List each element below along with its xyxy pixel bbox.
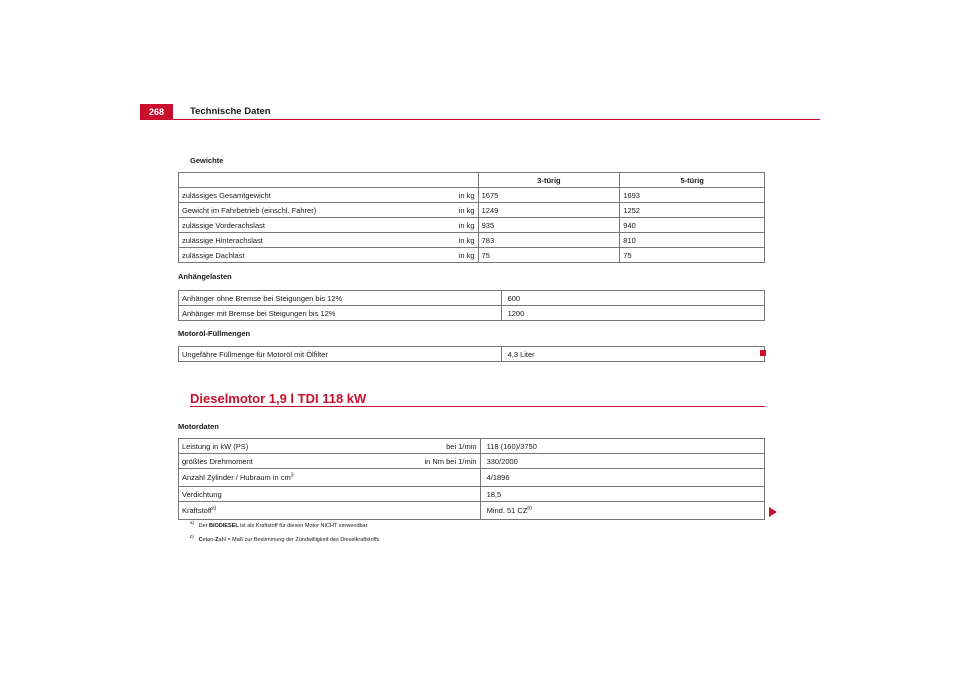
table-row [179, 502, 765, 520]
row-label: Gewicht im Fahrbetrieb (einschl. Fahrer) [179, 203, 429, 218]
table-row [179, 439, 765, 454]
footnote-b: $^{b)}$ Cetan-Zahl = Maß zur Bestimmung der Zündwilligkeit des Dieselkraftstoffs [190, 534, 380, 543]
row-unit: in kg [428, 248, 478, 263]
table-row [179, 487, 765, 502]
row-label: Leistung in kW (PS) [179, 439, 399, 454]
table-row [179, 469, 765, 487]
row-label: zulässige Dachlast [179, 248, 429, 263]
row-unit: in kg [428, 218, 478, 233]
table-row [179, 347, 765, 362]
row-label: Anzahl Zylinder / Hubraum in $cm^3$ [179, 469, 481, 487]
row-label: größtes Drehmoment [179, 454, 399, 469]
row-value: 1200 [501, 306, 764, 321]
value-3-door: 935 [478, 218, 620, 233]
column-header-3-door: 3-türig [478, 173, 620, 188]
column-header-5-door: 5-türig [620, 173, 765, 188]
engine-section-label: Motordaten [178, 422, 219, 431]
row-value: 330/2000 [480, 454, 764, 469]
value-3-door: 1249 [478, 203, 620, 218]
value-5-door: 1252 [620, 203, 765, 218]
value-3-door: 75 [478, 248, 620, 263]
row-label: Kraftstoff$^{a)}$ [179, 502, 481, 520]
weights-section-label: Gewichte [190, 156, 224, 165]
page-number: 268 [140, 104, 173, 120]
table-row [179, 188, 765, 203]
oil-table [178, 346, 765, 362]
value-5-door: 1693 [620, 188, 765, 203]
row-value: 4/1896 [480, 469, 764, 487]
value-5-door: 75 [620, 248, 765, 263]
oil-section-label: Motoröl-Füllmengen [178, 329, 251, 338]
value-3-door: 1675 [478, 188, 620, 203]
row-unit: in Nm bei 1/min [398, 454, 480, 469]
table-row [179, 291, 765, 306]
row-value: 18,5 [480, 487, 764, 502]
value-5-door: 940 [620, 218, 765, 233]
value-5-door: 810 [620, 233, 765, 248]
row-label: zulässige Hinterachslast [179, 233, 429, 248]
page-title: Technische Daten [190, 106, 271, 117]
engine-table [178, 438, 765, 520]
heading-divider [190, 406, 765, 407]
table-row [179, 454, 765, 469]
table-row [179, 203, 765, 218]
continue-arrow-icon [769, 507, 777, 517]
row-label: Ungefähre Füllmenge für Motoröl mit Ölfilter [179, 347, 502, 362]
weights-table [178, 172, 765, 263]
row-unit: bei 1/min [398, 439, 480, 454]
row-value: Mind. 51 CZ$^{b)}$ [480, 502, 764, 520]
row-value: 4,3 Liter [501, 347, 764, 362]
section-end-marker [760, 350, 766, 356]
row-label: zulässige Vorderachslast [179, 218, 429, 233]
row-unit: in kg [428, 188, 478, 203]
table-row [179, 218, 765, 233]
row-value: 118 (160)/3750 [480, 439, 764, 454]
table-row [179, 248, 765, 263]
row-label: Verdichtung [179, 487, 481, 502]
weights-table-header [179, 173, 765, 188]
row-label: Anhänger ohne Bremse bei Steigungen bis 12% [179, 291, 502, 306]
header-divider [140, 119, 820, 120]
footnote-a: $^{a)}$ Der BIODIESEL ist als Kraftstoff für diesen Motor NICHT verwendbar. [190, 520, 369, 529]
table-row [179, 306, 765, 321]
row-label: zulässiges Gesamtgewicht [179, 188, 429, 203]
row-label: Anhänger mit Bremse bei Steigungen bis 12% [179, 306, 502, 321]
row-unit: in kg [428, 233, 478, 248]
engine-heading: Dieselmotor 1,9 l TDI 118 kW [190, 391, 367, 406]
row-unit: in kg [428, 203, 478, 218]
trailer-section-label: Anhängelasten [178, 272, 232, 281]
trailer-table [178, 290, 765, 321]
row-value: 600 [501, 291, 764, 306]
table-row [179, 233, 765, 248]
value-3-door: 783 [478, 233, 620, 248]
